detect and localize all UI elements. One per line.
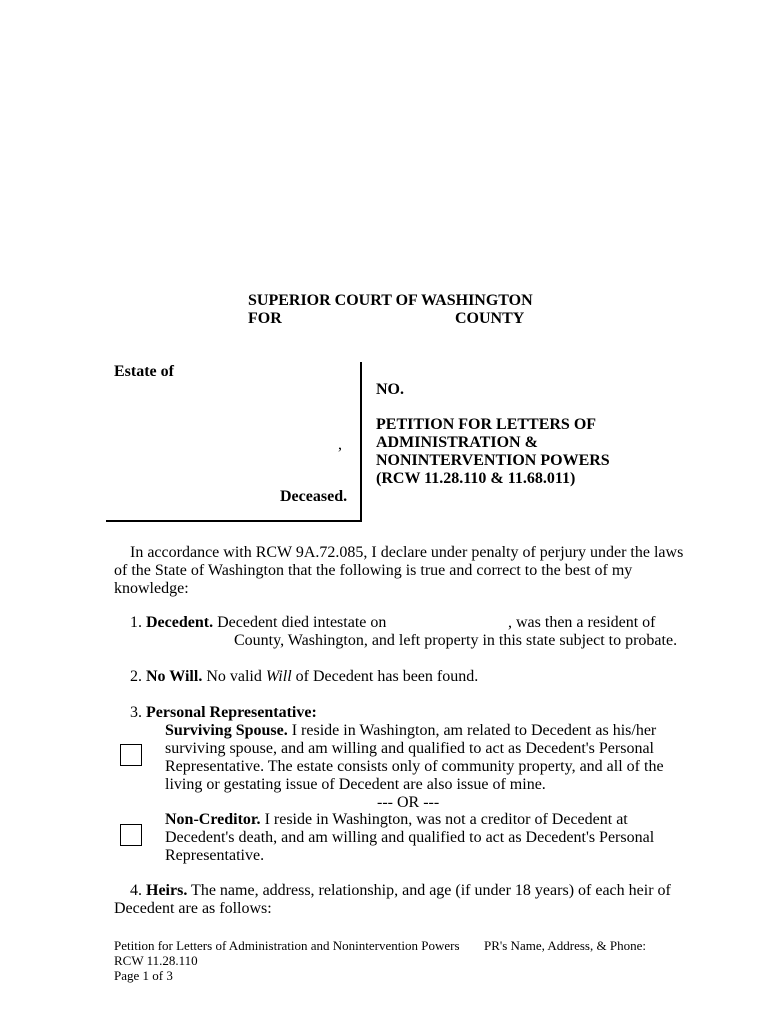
- spouse-heading: Surviving Spouse.: [165, 722, 288, 739]
- noncreditor-line-1: [165, 811, 628, 829]
- spouse-line-2: surviving spouse, and am willing and qualified to act as Decedent's Personal: [165, 740, 654, 757]
- noncreditor-text: I reside in Washington, was not a creditor of Decedent at: [264, 811, 628, 828]
- item-1-county-text: County, Washington, and left property in this state subject to probate.: [234, 632, 678, 649]
- spouse-line-3: Representative. The estate consists only of community property, and all of the: [165, 758, 664, 775]
- petition-title-line: NONINTERVENTION POWERS: [376, 452, 610, 469]
- item-2-number: 2.: [130, 668, 142, 685]
- footer-left: [114, 938, 460, 983]
- caption-horizontal-rule: [106, 520, 362, 522]
- item-3-number: 3.: [130, 704, 142, 721]
- item-3: [130, 704, 317, 722]
- petition-title-line: (RCW 11.28.110 & 11.68.011): [376, 470, 576, 487]
- intro-line-2: of the State of Washington that the following is true and correct to the best of my: [114, 562, 633, 579]
- noncreditor-line-3: Representative.: [165, 847, 265, 864]
- item-2-text: No valid: [206, 668, 262, 685]
- footer-page-number: Page 1 of 3: [114, 968, 173, 983]
- item-4-line-2: Decedent are as follows:: [114, 900, 272, 917]
- for-label: FOR: [248, 310, 282, 327]
- non-creditor-checkbox[interactable]: [120, 824, 142, 846]
- spouse-line-4: living or gestating issue of Decedent are also issue of mine.: [165, 776, 546, 793]
- spouse-text: I reside in Washington, am related to Decedent as his/her: [291, 722, 657, 739]
- item-4-text: The name, address, relationship, and age (if under 18 years) of each heir of: [191, 882, 671, 899]
- deceased-label: Deceased.: [280, 488, 348, 505]
- item-1-heading: Decedent.: [146, 614, 214, 631]
- footer-form-title: Petition for Letters of Administration and Nonintervention Powers: [114, 938, 460, 953]
- caption-vertical-rule: [360, 362, 362, 522]
- item-1-text: Decedent died intestate on: [217, 614, 387, 631]
- intro-line-3: knowledge:: [114, 580, 189, 597]
- item-1-resident-text: , was then a resident of: [508, 614, 656, 631]
- county-label: COUNTY: [455, 310, 525, 327]
- noncreditor-line-2: Decedent's death, and am willing and qualified to act as Decedent's Personal: [165, 829, 655, 846]
- surviving-spouse-checkbox[interactable]: [120, 744, 142, 766]
- footer-pr-info: PR's Name, Address, & Phone:: [484, 938, 646, 953]
- caption-comma: ,: [338, 436, 342, 453]
- noncreditor-heading: Non-Creditor.: [165, 811, 261, 828]
- estate-of-label: Estate of: [114, 363, 174, 380]
- intro-line-1: In accordance with RCW 9A.72.085, I declare under penalty of perjury under the laws: [130, 544, 684, 561]
- item-4-heading: Heirs.: [146, 882, 188, 899]
- item-1-number: 1.: [130, 614, 142, 631]
- case-number-label: NO.: [376, 381, 404, 398]
- petition-title-line: PETITION FOR LETTERS OF: [376, 416, 597, 433]
- item-2-text-b: of Decedent has been found.: [295, 668, 479, 685]
- item-3-heading: Personal Representative:: [146, 704, 317, 721]
- court-title: SUPERIOR COURT OF WASHINGTON: [248, 292, 533, 309]
- item-4-number: 4.: [130, 882, 142, 899]
- item-2-heading: No Will.: [146, 668, 203, 685]
- petition-title-line: ADMINISTRATION &: [376, 434, 538, 451]
- footer-rcw: RCW 11.28.110: [114, 953, 198, 968]
- item-2: [130, 668, 478, 686]
- item-2-will: Will: [265, 668, 292, 685]
- or-separator: --- OR ---: [377, 794, 440, 811]
- petition-title: [376, 416, 610, 488]
- item-1: [130, 614, 386, 632]
- item-4: [130, 882, 671, 900]
- spouse-line-1: [165, 722, 656, 740]
